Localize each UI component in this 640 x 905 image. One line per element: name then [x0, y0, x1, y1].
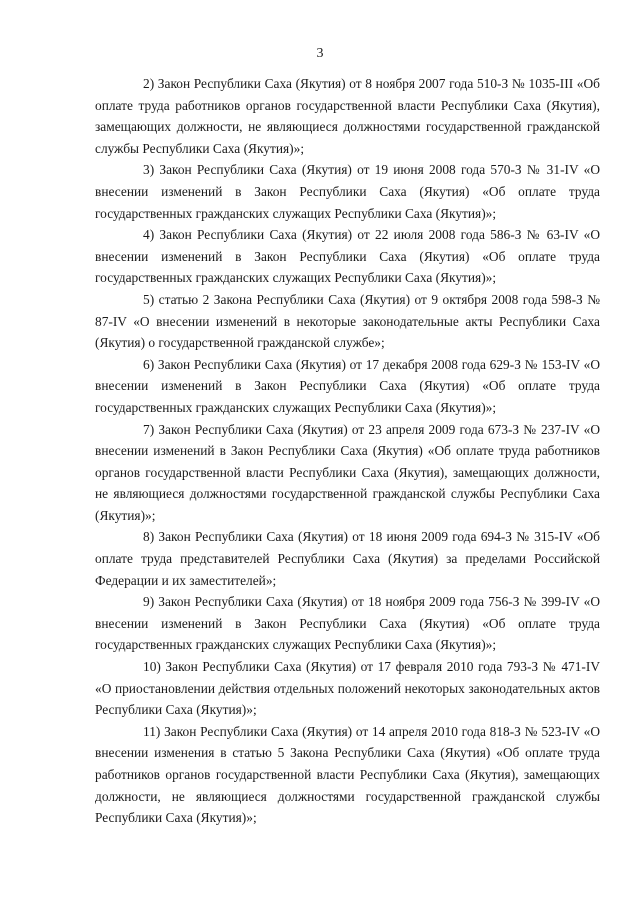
list-item: 5) статью 2 Закона Республики Саха (Якутия) от 9 октября 2008 года 598-З № 87-IV «О внесении изменений в некоторые законодательные акты Республики Саха (Якутия) о государственной гражданской службе»; [95, 291, 600, 351]
list-item: 2) Закон Республики Саха (Якутия) от 8 ноября 2007 года 510-З № 1035-III «Об оплате труда работников органов государственной власти Республики Саха (Якутия), замещающих должности, не являющиеся должностями государственной гражданской службы Республики Саха (Якутия)»; [95, 76, 600, 156]
list-item: 4) Закон Республики Саха (Якутия) от 22 июля 2008 года 586-З № 63-IV «О внесении изменений в Закон Республики Саха (Якутия) «Об оплате труда государственных гражданских служащих Республики Саха (Якутия)»; [95, 227, 600, 286]
list-item: 10) Закон Республики Саха (Якутия) от 17 февраля 2010 года 793-З № 471-IV «О приостановлении действия отдельных положений некоторых законодательных актов Республики Саха (Якутия)»; [95, 659, 600, 718]
list-item: 8) Закон Республики Саха (Якутия) от 18 июня 2009 года 694-З № 315-IV «Об оплате труда представителей Республики Саха (Якутия) за пределами Российской Федерации и их заместителей»; [95, 529, 600, 588]
law-list [95, 73, 600, 829]
list-item: 6) Закон Республики Саха (Якутия) от 17 декабря 2008 года 629-З № 153-IV «О внесении изменений в Закон Республики Саха (Якутия) «Об оплате труда государственных гражданских служащих Республики Саха (Якутия)»; [95, 356, 600, 415]
list-item: 11) Закон Республики Саха (Якутия) от 14 апреля 2010 года 818-З № 523-IV «О внесении изменения в статью 5 Закона Республики Саха (Якутия) «Об оплате труда работников органов государственной власти Республики Саха (Якутия), замещающих должности, не являющиеся должностями государственной гражданской службы Республики Саха (Якутия)»; [95, 723, 600, 826]
page-number: 3 [316, 46, 324, 61]
list-item: 3) Закон Республики Саха (Якутия) от 19 июня 2008 года 570-З № 31-IV «О внесении изменений в Закон Республики Саха (Якутия) «Об оплате труда государственных гражданских служащих Республики Саха (Якутия)»; [95, 162, 600, 221]
list-item: 7) Закон Республики Саха (Якутия) от 23 апреля 2009 года 673-З № 237-IV «О внесении изменений в Закон Республики Саха (Якутия) «Об оплате труда работников органов государственной власти Республики Саха (Якутия), замещающих должности, не являющиеся должностями государственной гражданской службы Республики Саха (Якутия)»; [95, 421, 600, 523]
list-item: 9) Закон Республики Саха (Якутия) от 18 ноября 2009 года 756-З № 399-IV «О внесении изменений в Закон Республики Саха (Якутия) «Об оплате труда государственных гражданских служащих Республики Саха (Якутия)»; [95, 594, 600, 653]
